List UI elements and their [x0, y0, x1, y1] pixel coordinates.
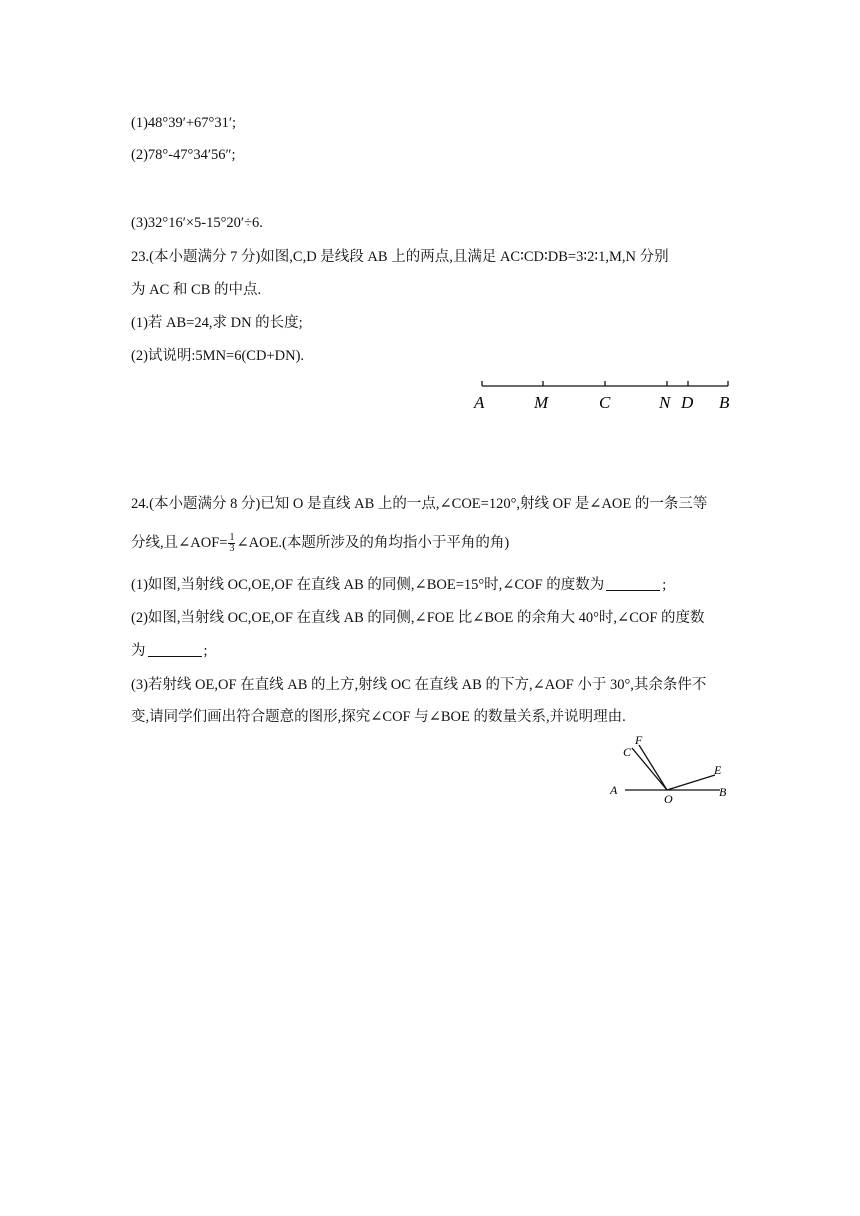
- label-b: B: [719, 785, 727, 799]
- q23-segment-figure: [470, 378, 736, 414]
- label-c: C: [599, 393, 611, 412]
- q24-part1-end: ;: [662, 577, 667, 593]
- ray-oe: [667, 775, 715, 790]
- q24-stem: 24.(本小题满分 8 分)已知 O 是直线 AB 上的一点,∠COE=120°,射线 OF 是∠AOE 的一条三等: [131, 496, 708, 512]
- q24-part3-cont: 变,请同学们画出符合题意的图形,探究∠COF 与∠BOE 的数量关系,并说明理由.: [131, 709, 626, 725]
- q24-part1: [131, 575, 666, 595]
- q22-part3: (3)32°16′×5-15°20′÷6.: [131, 215, 263, 231]
- label-a: A: [474, 393, 485, 412]
- fraction-denominator: 3: [229, 543, 235, 555]
- q24-stem-cont: [131, 533, 509, 554]
- fraction-one-third: [228, 533, 235, 554]
- label-n: N: [659, 393, 671, 412]
- label-b: B: [719, 393, 730, 412]
- q24-angle-figure: [605, 733, 735, 805]
- answer-blank-1[interactable]: [606, 576, 660, 591]
- q24-part2-cont-text: 为: [131, 643, 146, 659]
- q23-part2: (2)试说明:5MN=6(CD+DN).: [131, 348, 305, 364]
- q24-stem-cont-a: 分线,且∠AOF=: [131, 535, 228, 551]
- q23-part1: (1)若 AB=24,求 DN 的长度;: [131, 315, 303, 331]
- q23-stem: 23.(本小题满分 7 分)如图,C,D 是线段 AB 上的两点,且满足 AC∶CD∶DB=3∶2∶1,M,N 分别: [131, 249, 669, 265]
- label-a: A: [610, 783, 618, 797]
- q24-part2-cont: [131, 641, 208, 661]
- label-d: D: [681, 393, 694, 412]
- label-c: C: [623, 745, 632, 759]
- q24-part3: (3)若射线 OE,OF 在直线 AB 的上方,射线 OC 在直线 AB 的下方,∠AOF 小于 30°,其余条件不: [131, 677, 707, 693]
- ray-oc: [632, 748, 667, 790]
- label-f: F: [635, 733, 643, 747]
- ray-of: [639, 745, 667, 790]
- fraction-numerator: 1: [229, 532, 235, 544]
- label-m: M: [534, 393, 549, 412]
- q24-part2-end: ;: [203, 643, 208, 659]
- q22-part2: (2)78°-47°34′56″;: [131, 147, 236, 163]
- label-e: E: [714, 763, 722, 777]
- q24-part1-text: (1)如图,当射线 OC,OE,OF 在直线 AB 的同侧,∠BOE=15°时,∠COF 的度数为: [131, 577, 605, 593]
- answer-blank-2[interactable]: [148, 642, 202, 657]
- q23-stem-cont: 为 AC 和 CB 的中点.: [131, 282, 262, 298]
- q24-part2: (2)如图,当射线 OC,OE,OF 在直线 AB 的同侧,∠FOE 比∠BOE 的余角大 40°时,∠COF 的度数: [131, 610, 705, 626]
- q22-part1: (1)48°39′+67°31′;: [131, 115, 237, 131]
- q24-stem-cont-b: ∠AOE.(本题所涉及的角均指小于平角的角): [236, 535, 510, 551]
- label-o: O: [664, 792, 673, 805]
